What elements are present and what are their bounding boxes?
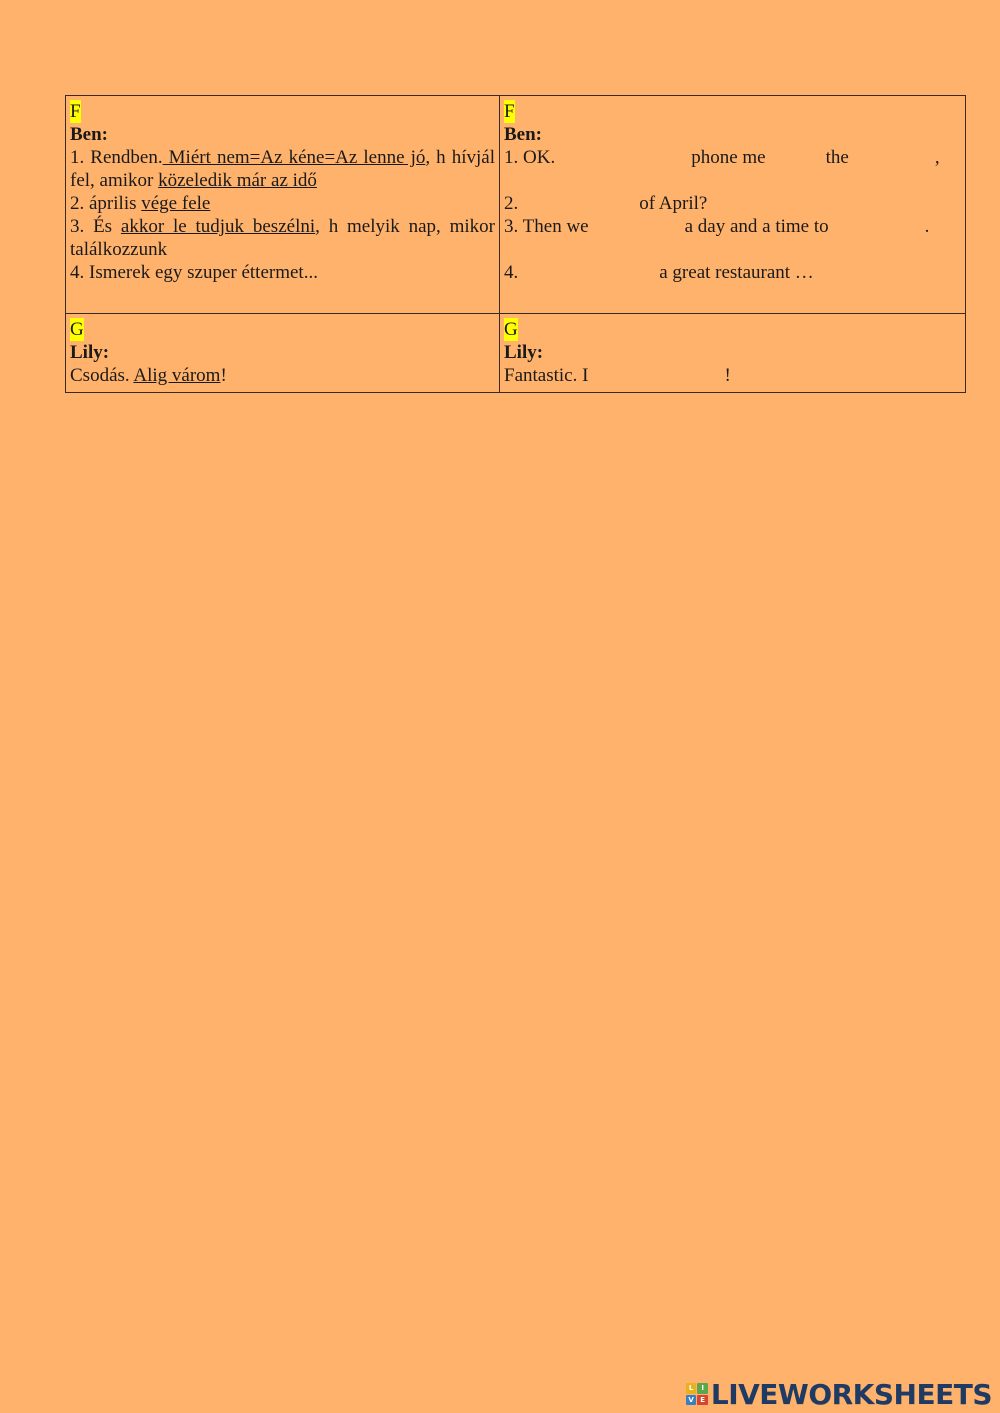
cell-g-hungarian [66,314,500,393]
en-line-3: 3. Then we a day and a time to . [504,216,930,237]
logo-icon-cell: L [686,1383,697,1394]
logo-wordmark: LIVEWORKSHEETS [710,1377,992,1411]
exercise-table [65,95,966,393]
table-row-f [66,96,966,314]
speaker-label: Ben: [70,124,108,145]
hu-line-4: 4. Ismerek egy szuper éttermet... [70,262,318,283]
hu-underlined-phrase: közeledik már az idő [158,170,317,191]
liveworksheets-logo-icon [686,1383,708,1405]
en-line-1: Fantastic. I ! [504,365,731,386]
blank-line-space [504,238,961,261]
hu-line-2: 2. április vége fele [70,193,211,214]
en-line-4: 4. a great restaurant … [504,262,814,283]
en-line-1: 1. OK. phone me the , [504,147,940,168]
logo-icon-cell: I [697,1383,708,1394]
speaker-label: Lily: [70,342,110,363]
cell-g-english [500,314,966,393]
cell-f-english [500,96,966,314]
section-letter-f: F [70,101,81,122]
hu-underlined-phrase: vége fele [141,193,211,214]
hu-line-1: Csodás. Alig várom! [70,365,227,386]
logo-icon-cell: V [686,1395,697,1406]
section-letter-f: F [504,101,515,122]
cell-f-hungarian [66,96,500,314]
liveworksheets-logo [686,1379,992,1409]
speaker-label: Lily: [504,342,544,363]
section-letter-g: G [70,319,84,340]
en-line-2: 2. of April? [504,193,708,214]
hu-underlined-phrase: Miért nem=Az kéne=Az lenne jó [162,147,426,168]
hu-underlined-phrase: Alig várom [133,365,221,386]
table-row-g [66,314,966,393]
hu-line-3: 3. És akkor le tudjuk beszélni, h melyik nap, mikor találkozzunk [70,216,496,260]
hu-underlined-phrase: akkor le tudjuk beszélni [120,216,316,237]
section-letter-g: G [504,319,518,340]
speaker-label: Ben: [504,124,542,145]
blank-line-space [504,169,961,192]
logo-icon-cell: E [697,1395,708,1406]
hu-line-1: 1. Rendben. Miért nem=Az kéne=Az lenne jó, h hívjál fel, amikor közeledik már az idő [70,147,495,191]
